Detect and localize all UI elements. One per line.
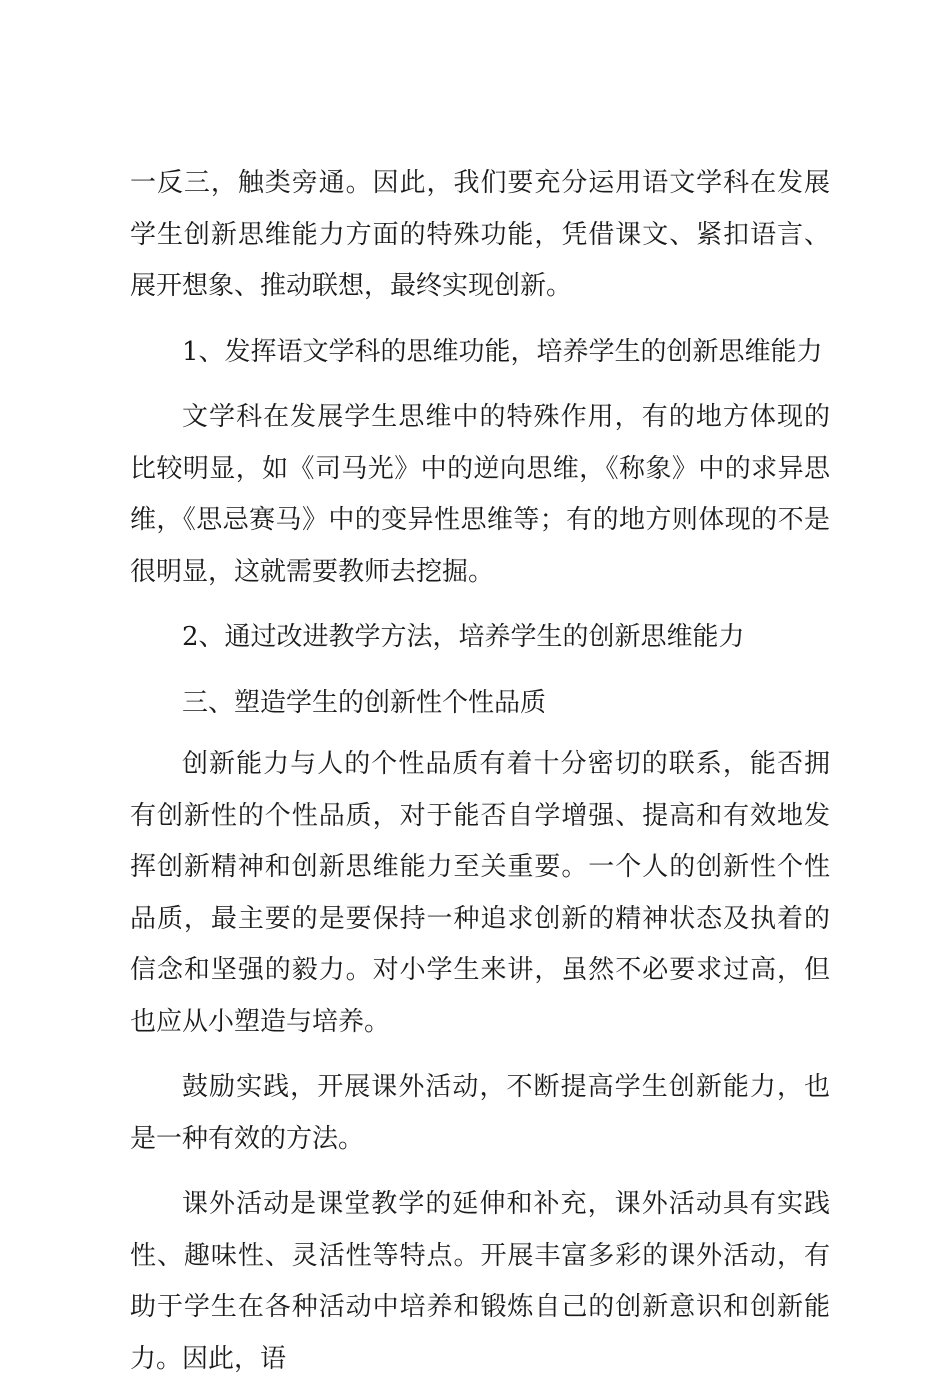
paragraph-intro-continuation: 一反三，触类旁通。因此，我们要充分运用语文学科在发展学生创新思维能力方面的特殊功能，凭借课文、紧扣语言、展开想象、推动联想，最终实现创新。 — [130, 168, 830, 301]
document-body — [130, 158, 830, 1399]
paragraph-encourage-practice: 鼓励实践，开展课外活动，不断提高学生创新能力，也是一种有效的方法。 — [130, 1072, 830, 1154]
paragraph-thinking-function: 文学科在发展学生思维中的特殊作用，有的地方体现的比较明显，如《司马光》中的逆向思维，《称象》中的求异思维，《思忌赛马》中的变异性思维等；有的地方则体现的不是很明显，这就需要教师去挖掘。 — [130, 402, 830, 587]
heading-section-3: 三、塑造学生的创新性个性品质 — [182, 687, 547, 718]
heading-point-2: 2、通过改进教学方法，培养学生的创新思维能力 — [182, 622, 745, 652]
paragraph-personality-quality: 创新能力与人的个性品质有着十分密切的联系，能否拥有创新性的个性品质，对于能否自学增强、提高和有效地发挥创新精神和创新思维能力至关重要。一个人的创新性个性品质，最主要的是要保持一种追求创新的精神状态及执着的信念和坚强的毅力。对小学生来讲，虽然不必要求过高，但也应从小塑造与培养。 — [130, 749, 830, 1037]
heading-point-1: 1、发挥语文学科的思维功能，培养学生的创新思维能力 — [182, 336, 823, 367]
paragraph-extracurricular: 课外活动是课堂教学的延伸和补充，课外活动具有实践性、趣味性、灵活性等特点。开展丰富多彩的课外活动，有助于学生在各种活动中培养和锻炼自己的创新意识和创新能力。因此，语 — [130, 1189, 830, 1374]
